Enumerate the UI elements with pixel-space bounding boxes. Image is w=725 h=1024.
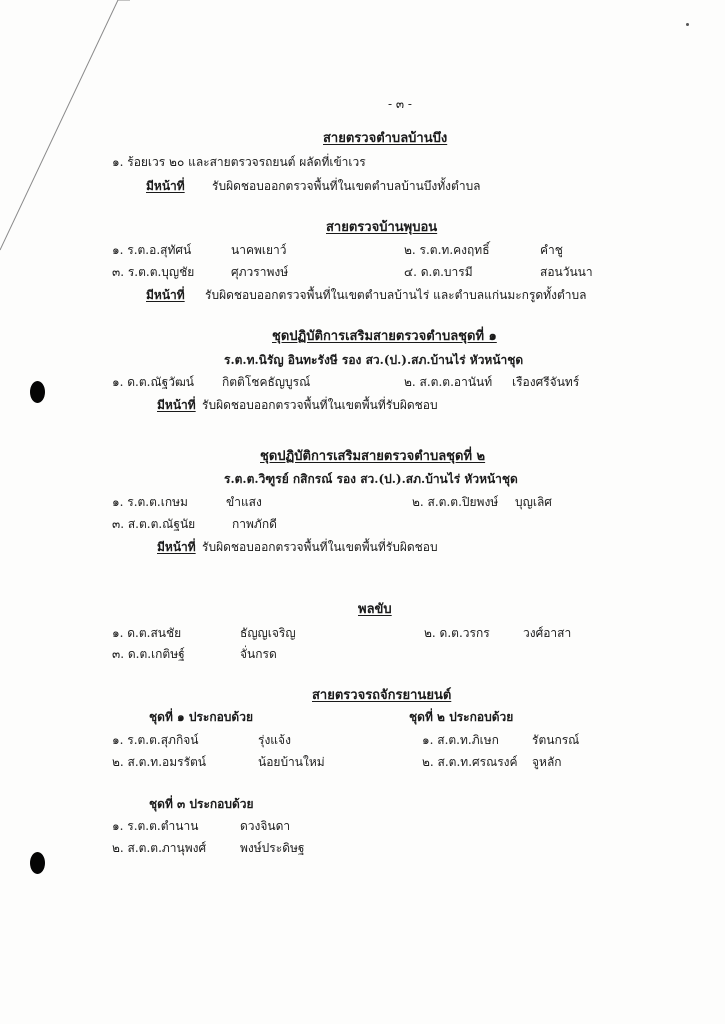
s4-duty-text: รับผิดชอบออกตรวจพื้นที่ในเขตพื้นที่รับผิดชอบ (202, 540, 438, 554)
team-2-member-2-surname: จูหลัก (532, 755, 562, 769)
section-heading-drivers: พลขับ (358, 602, 392, 617)
team-3-member-1-name: ๑. ร.ต.ต.ตำนาน (112, 819, 199, 833)
s5-row1-name-right: ๒. ด.ต.วรกร (424, 626, 490, 640)
s4-row1-name-right: ๒. ส.ต.ต.ปิยพงษ์ (412, 495, 499, 509)
s2-duty-text: รับผิดชอบออกตรวจพื้นที่ในเขตตำบลบ้านไร่ และตำบลแก่นมะกรูดทั้งตำบล (205, 288, 587, 302)
s5-row1-surname-right: วงศ์อาสา (523, 626, 572, 640)
s2-row2-name: ๓. ร.ต.ต.บุญชัย (112, 265, 195, 279)
s4-row1-surname-right: บุญเลิศ (515, 495, 552, 509)
s4-row1-surname: ขำแสง (226, 495, 262, 509)
s4-row2-name: ๓. ส.ต.ต.ณัฐนัย (112, 517, 196, 531)
s4-duty-label: มีหน้าที่ (157, 540, 196, 554)
s1-duty-text: รับผิดชอบออกตรวจพื้นที่ในเขตตำบลบ้านบึงทั้งตำบล (212, 179, 481, 193)
s2-row1-surname: นาคพเยาว์ (231, 243, 287, 257)
section-heading-support-team-2: ชุดปฏิบัติการเสริมสายตรวจตำบลชุดที่ ๒ (260, 449, 486, 464)
team-3-member-1-surname: ดวงจินดา (240, 819, 291, 833)
s2-duty-label: มีหน้าที่ (146, 288, 185, 302)
s5-row2-name: ๓. ด.ต.เกติษฐ์ (112, 647, 185, 661)
s2-row2-surname: ศุภวราพงษ์ (231, 265, 289, 279)
s3-duty-label: มีหน้าที่ (157, 398, 196, 412)
s5-row1-name: ๑. ด.ต.สนชัย (112, 626, 182, 640)
s1-line-1: ๑. ร้อยเวร ๒๐ และสายตรวจรถยนต์ ผลัดที่เข้าเวร (112, 155, 366, 169)
team-2-member-1-name: ๑. ส.ต.ท.ภิเษก (422, 733, 499, 747)
team-3-member-2-name: ๒. ส.ต.ต.ภานุพงศ์ (112, 841, 207, 855)
s3-row-name: ๑. ด.ต.ณัฐวัฒน์ (112, 375, 194, 389)
team-2-member-2-name: ๒. ส.ต.ท.ศรณรงค์ (422, 755, 518, 769)
s4-leader: ร.ต.ต.วิฑูรย์ กสิกรณ์ รอง สว.(ป.).สภ.บ้านไร่ หัวหน้าชุด (224, 472, 518, 486)
team-1-member-1-name: ๑. ร.ต.ต.สุภกิจน์ (112, 733, 199, 747)
punch-hole-top (30, 381, 45, 403)
s2-row1-name: ๑. ร.ต.อ.สุทัศน์ (112, 243, 192, 257)
team-1-member-2-name: ๒. ส.ต.ท.อมรรัตน์ (112, 755, 207, 769)
section-heading-phu-bon: สายตรวจบ้านพุบอน (326, 220, 438, 235)
s2-row1-surname-right: คำชู (540, 243, 563, 257)
s2-row2-surname-right: สอนวันนา (540, 265, 593, 279)
section-heading-support-team-1: ชุดปฏิบัติการเสริมสายตรวจตำบลชุดที่ ๑ (272, 329, 497, 344)
team-3-title: ชุดที่ ๓ ประกอบด้วย (149, 797, 254, 811)
s1-duty-label: มีหน้าที่ (146, 179, 185, 193)
punch-hole-bottom (30, 852, 45, 874)
s3-leader: ร.ต.ท.นิรัญ อินทะรังษี รอง สว.(ป.).สภ.บ้านไร่ หัวหน้าชุด (224, 353, 524, 367)
s4-row1-name: ๑. ร.ต.ต.เกษม (112, 495, 188, 509)
s3-row-surname: กิตติโชคธัญบูรณ์ (222, 375, 311, 389)
s3-row-name-right: ๒. ส.ต.ต.อานันท์ (404, 375, 493, 389)
section-heading-ban-bueng: สายตรวจตำบลบ้านบึง (323, 131, 448, 146)
s5-row1-surname: ธัญญเจริญ (240, 626, 296, 640)
s3-row-surname-right: เรืองศรีจันทร์ (512, 375, 580, 389)
page-number: - ๓ - (388, 97, 412, 111)
speck (686, 23, 689, 26)
team-1-member-2-surname: น้อยบ้านใหม่ (258, 755, 325, 769)
s5-row2-surname: จั่นกรด (240, 647, 277, 661)
team-1-member-1-surname: รุ่งแจ้ง (258, 733, 291, 747)
s3-duty-text: รับผิดชอบออกตรวจพื้นที่ในเขตพื้นที่รับผิดชอบ (202, 398, 438, 412)
page-fold-line (0, 0, 130, 260)
section-heading-motorcycle-patrol: สายตรวจรถจักรยานยนต์ (312, 688, 452, 703)
team-2-member-1-surname: รัตนกรณ์ (532, 733, 580, 747)
s4-row2-surname: กาพภักดี (232, 517, 277, 531)
team-3-member-2-surname: พงษ์ประดิษฐ (240, 841, 305, 855)
s2-row2-name-right: ๔. ด.ต.บารมี (404, 265, 473, 279)
s2-row1-name-right: ๒. ร.ต.ท.คงฤทธิ์ (404, 243, 490, 257)
team-1-title: ชุดที่ ๑ ประกอบด้วย (149, 710, 253, 724)
team-2-title: ชุดที่ ๒ ประกอบด้วย (409, 710, 514, 724)
